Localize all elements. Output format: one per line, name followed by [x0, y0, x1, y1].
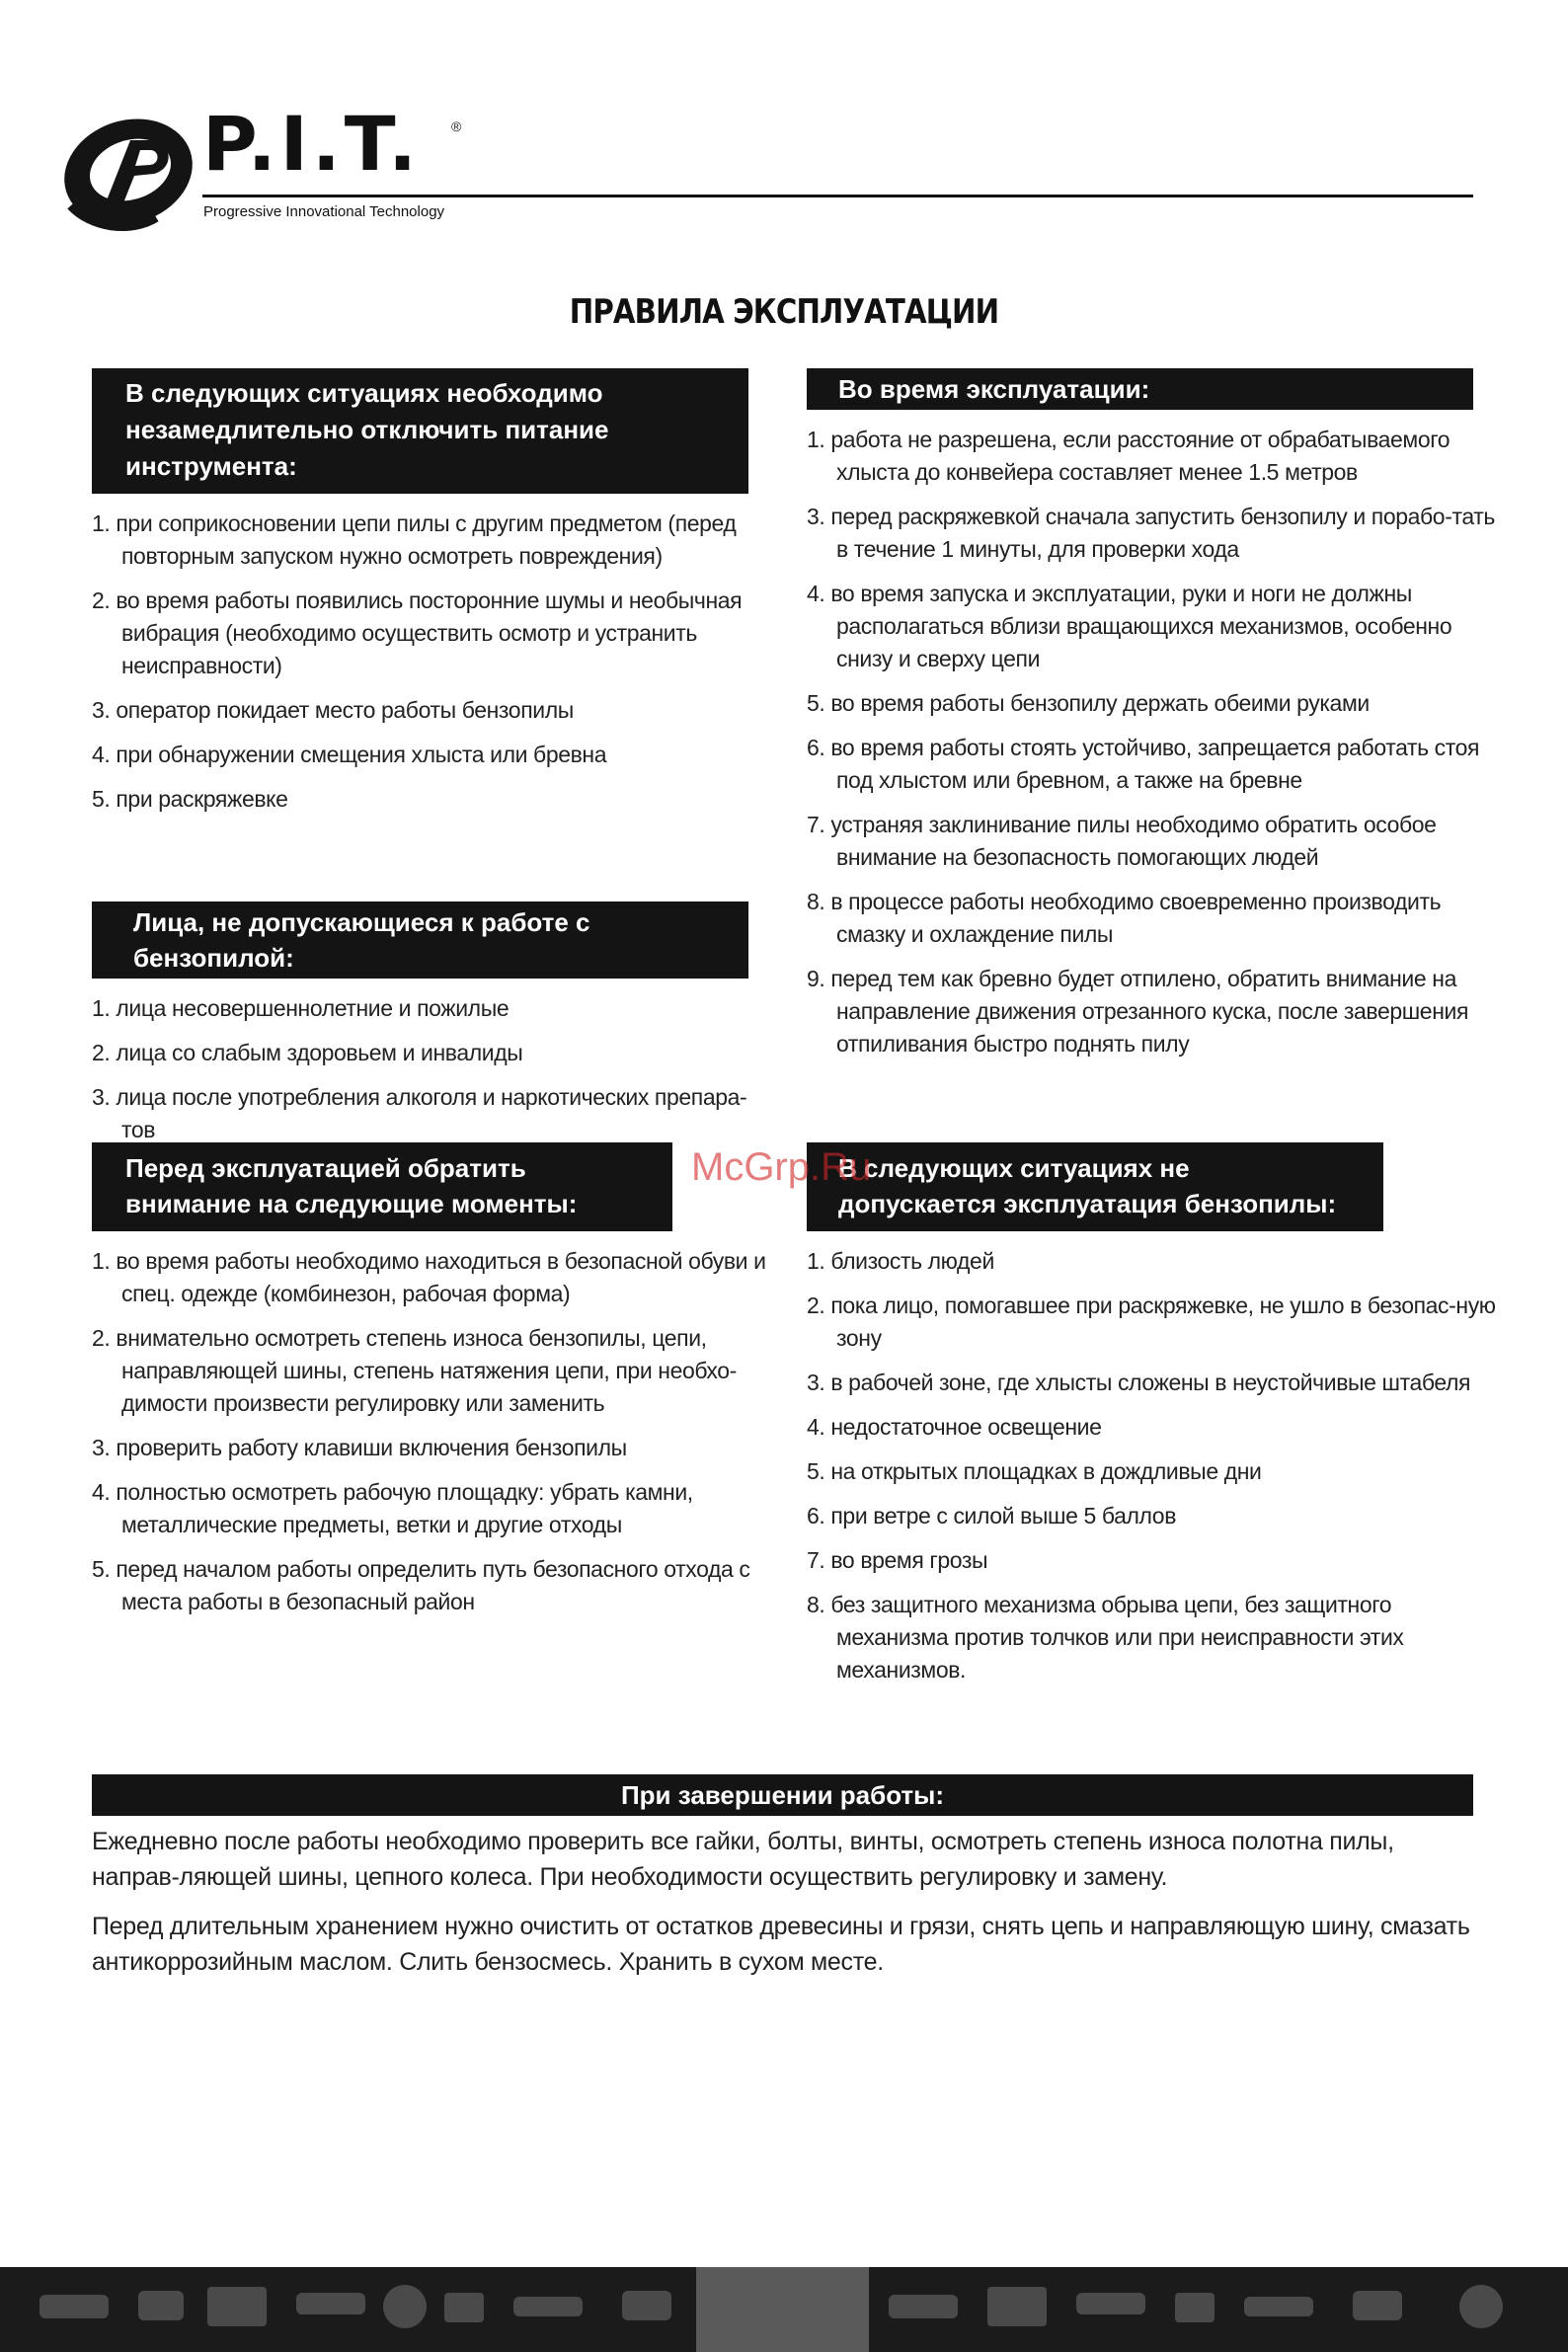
- section-heading: Лица, не допускающиеся к работе с бензопилой:: [92, 902, 748, 979]
- generator-icon: [987, 2287, 1047, 2326]
- drill-icon: [138, 2291, 184, 2320]
- list-item: 1. работа не разрешена, если расстояние от обрабатываемого хлыста до конвейера составляет менее 1.5 метров: [807, 427, 1450, 485]
- section-before: [92, 1142, 766, 1618]
- section-heading: В следующих ситуациях необходимо незамедлительно отключить питание инструмента:: [92, 368, 748, 494]
- item-list: [807, 1245, 1498, 1686]
- list-item: 5. при раскряжевке: [92, 786, 288, 812]
- watermark: McGrp.Ru: [691, 1145, 872, 1189]
- item-list: [92, 992, 773, 1146]
- registered-mark: ®: [451, 118, 462, 134]
- list-item: 3. лица после употребления алкоголя и наркотических препара-тов: [92, 1084, 747, 1142]
- item-list: [92, 1245, 773, 1618]
- brand-tagline: Progressive Innovational Technology: [203, 203, 445, 220]
- section-persons: [92, 902, 748, 1146]
- footer-tool-strip: [0, 2267, 1568, 2352]
- list-item: 3. проверить работу клавиши включения бензопилы: [92, 1435, 627, 1460]
- section-heading: При завершении работы:: [92, 1774, 1473, 1816]
- list-item: 1. при соприкосновении цепи пилы с другим предметом (перед повторным запуском нужно осмотреть повреждения): [92, 510, 737, 569]
- list-item: 9. перед тем как бревно будет отпилено, обратить внимание на направление движения отрезанного куска, после завершения отпиливания быстро поднять пилу: [807, 966, 1468, 1057]
- drill-icon: [1353, 2291, 1402, 2320]
- welder-icon: [1175, 2293, 1215, 2322]
- hammer-drill-icon: [1076, 2293, 1145, 2314]
- mixer-icon: [383, 2285, 427, 2328]
- list-item: 2. пока лицо, помогавшее при раскряжевке, не ушло в безопас-ную зону: [807, 1293, 1496, 1351]
- list-item: 1. во время работы необходимо находиться в безопасной обуви и спец. одежде (комбинезон, рабочая форма): [92, 1248, 766, 1306]
- list-item: 8. в процессе работы необходимо своевременно производить смазку и охлаждение пилы: [807, 889, 1442, 947]
- list-item: 2. лица со слабым здоровьем и инвалиды: [92, 1040, 523, 1065]
- generator-icon: [207, 2287, 267, 2326]
- item-list: [807, 424, 1498, 1060]
- list-item: 2. внимательно осмотреть степень износа бензопилы, цепи, направляющей шины, степень натяжения цепи, при необхо-димости произвести регулировку или заменить: [92, 1325, 737, 1416]
- chainsaw-icon: [889, 2295, 958, 2318]
- section-forbidden: [807, 1142, 1496, 1686]
- section-heading: В следующих ситуациях не допускается эксплуатация бензопилы:: [807, 1142, 1383, 1231]
- mixer-icon: [1459, 2285, 1503, 2328]
- list-item: 7. во время грозы: [807, 1547, 988, 1573]
- brand-name: P.I.T.: [202, 100, 421, 188]
- list-item: 3. оператор покидает место работы бензопилы: [92, 697, 574, 723]
- list-item: 4. во время запуска и эксплуатации, руки и ноги не должны располагаться вблизи вращающихся механизмов, особенно снизу и сверху цепи: [807, 581, 1452, 671]
- list-item: 2. во время работы появились посторонние шумы и необычная вибрация (необходимо осуществить осмотр и устранить неисправности): [92, 588, 743, 678]
- section-heading: Перед эксплуатацией обратить внимание на следующие моменты:: [92, 1142, 672, 1231]
- drill-icon: [622, 2291, 671, 2320]
- list-item: 5. на открытых площадках в дождливые дни: [807, 1458, 1262, 1484]
- section-heading: Во время эксплуатации:: [807, 368, 1473, 410]
- list-item: 1. лица несовершеннолетние и пожилые: [92, 995, 510, 1021]
- section-during: [807, 368, 1495, 1060]
- list-item: 3. перед раскряжевкой сначала запустить бензопилу и порабо-тать в течение 1 минуты, для проверки хода: [807, 504, 1495, 562]
- welder-icon: [444, 2293, 484, 2322]
- list-item: 5. перед началом работы определить путь безопасного отхода с места работы в безопасный район: [92, 1556, 750, 1614]
- list-item: 6. во время работы стоять устойчиво, запрещается работать стоя под хлыстом или бревном, а также на бревне: [807, 735, 1480, 793]
- list-item: 6. при ветре с силой выше 5 баллов: [807, 1503, 1177, 1529]
- list-item: 7. устраняя заклинивание пилы необходимо обратить особое внимание на безопасность помогающих людей: [807, 812, 1437, 870]
- hammer-drill-icon: [296, 2293, 365, 2314]
- list-item: 4. полностью осмотреть рабочую площадку: убрать камни, металлические предметы, ветки и другие отходы: [92, 1479, 693, 1537]
- saw-icon: [1244, 2297, 1313, 2316]
- pit-logo-icon: [61, 111, 199, 237]
- completion-paragraph: Ежедневно после работы необходимо проверить все гайки, болты, винты, осмотреть степень износа полотна пилы, направ-ляющей шины, цепного колеса. При необходимости осуществить регулировку и замену.: [92, 1828, 1394, 1891]
- section-completion: [92, 1774, 1473, 1980]
- chainsaw-icon: [39, 2295, 109, 2318]
- header-rule: [202, 195, 1473, 197]
- list-item: 4. при обнаружении смещения хлыста или бревна: [92, 742, 607, 767]
- page-title: ПРАВИЛА ЭКСПЛУАТАЦИИ: [569, 292, 999, 332]
- list-item: 8. без защитного механизма обрыва цепи, без защитного механизма против толчков или при неисправности этих механизмов.: [807, 1592, 1404, 1683]
- list-item: 4. недостаточное освещение: [807, 1414, 1102, 1440]
- item-list: [92, 508, 748, 816]
- list-item: 5. во время работы бензопилу держать обеими руками: [807, 690, 1370, 716]
- list-item: 1. близость людей: [807, 1248, 994, 1274]
- section-disconnect: [92, 368, 748, 816]
- saw-icon: [513, 2297, 583, 2316]
- tool-icons: [0, 2267, 1568, 2352]
- list-item: 3. в рабочей зоне, где хлысты сложены в неустойчивые штабеля: [807, 1370, 1471, 1395]
- completion-paragraph: Перед длительным хранением нужно очистить от остатков древесины и грязи, снять цепь и направляющую шину, смазать антикоррозийным маслом. Слить бензосмесь. Хранить в сухом месте.: [92, 1913, 1470, 1976]
